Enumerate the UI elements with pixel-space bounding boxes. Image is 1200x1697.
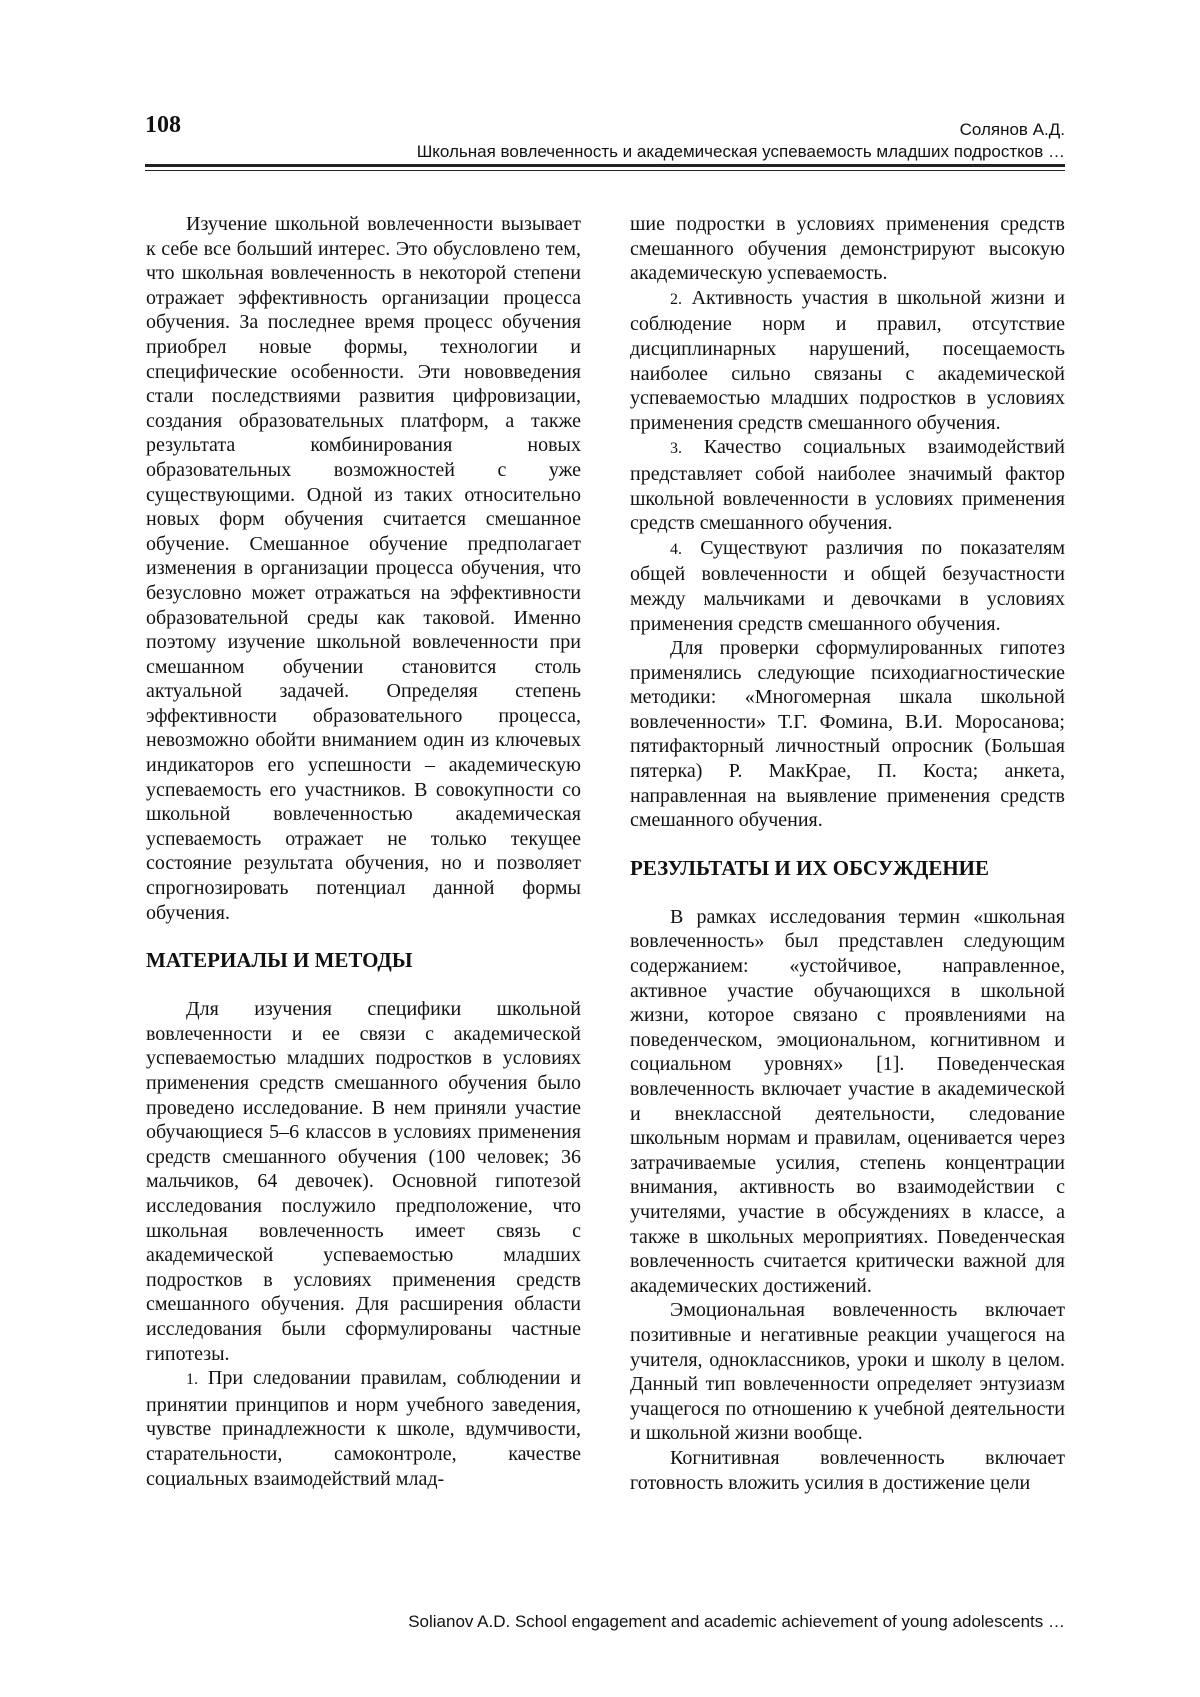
header-article-title: Школьная вовлеченность и академическая успеваемость младших подростков … bbox=[416, 142, 1065, 161]
hypothesis-3-number: 3. bbox=[670, 440, 682, 458]
methods-tools-paragraph: Для проверки сформулированных гипотез применялись следующие психодиагностические методики: «Многомерная шкала школьной вовлеченности» Т.Г. Фомина, В.И. Моросанова; пятифакторный личностный опросник (Большая пятерка) Р. МакКрае, П. Коста; анкета, направленная на выявление применения средств смешанного обучения. bbox=[630, 637, 1065, 832]
header-rule-thick bbox=[145, 164, 1065, 167]
intro-paragraph: Изучение школьной вовлеченности вызывает к себе все больший интерес. Это обусловлено тем, что школьная вовлеченность в некоторой степени отражает эффективность организации процесса обучения. За последнее время процесс обучения приобрел новые формы, технологии и специфические особенности. Эти нововведения стали последствиями развития цифровизации, создания образовательных платформ, а также результата комбинирования новых образовательных возможностей с уже существующими. Одной из таких относительно новых форм обучения считается смешанное обучение. Смешанное обучение предполагает изменения в организации процесса обучения, что безусловно может отражаться на эффективности образовательной среды как таковой. Именно поэтому изучение школьной вовлеченности при смешанном обучении становится столь актуальной задачей. Определяя степень эффективности образовательного процесса, невозможно обойти вниманием один из ключевых индикаторов его успешности – академическую успеваемость его участников. В совокупности со школьной вовлеченностью академическая успеваемость отражает не только текущее состояние результата обучения, но и позволяет спрогнозировать потенциал данной формы обучения. bbox=[146, 213, 581, 924]
methods-heading: МАТЕРИАЛЫ И МЕТОДЫ bbox=[146, 948, 413, 973]
hypothesis-1-text: При следовании правилам, соблюдении и принятии принципов и норм учебного заведения, чувстве принадлежности к школе, вдумчивости, старательности, самоконтроле, качестве социальных взаимодействий млад- bbox=[146, 1367, 582, 1490]
page-footer: Solianov A.D. School engagement and academic achievement of young adolescents … bbox=[408, 1612, 1065, 1631]
hypothesis-2 bbox=[630, 286, 1065, 436]
hypothesis-3-text: Качество социальных взаимодействий представляет собой наиболее значимый фактор школьной вовлеченности в условиях применения средств смешанного обучения. bbox=[630, 436, 1065, 535]
header-author: Солянов А.Д. bbox=[959, 120, 1065, 139]
results-paragraph-1: В рамках исследования термин «школьная вовлеченность» был представлен следующим содержанием: «устойчивое, направленное, активное участие обучающихся в школьной жизни, которое связано с проявлениями на поведенческом, эмоциональном, когнитивном и социальном уровнях» [1]. Поведенческая вовлеченность включает участие в академической и внеклассной деятельности, следование школьным нормам и правилам, оценивается через затрачиваемые усилия, степень концентрации внимания, активность во взаимодействии с учителями, участие в обсуждениях в классе, а также в школьных мероприятиях. Поведенческая вовлеченность считается критически важной для академических достижений. bbox=[630, 905, 1065, 1297]
hypothesis-4-number: 4. bbox=[670, 540, 682, 558]
results-heading: РЕЗУЛЬТАТЫ И ИХ ОБСУЖДЕНИЕ bbox=[630, 855, 990, 880]
methods-paragraph: Для изучения специфики школьной вовлеченности и ее связи с академической успеваемостью младших подростков в условиях применения средств смешанного обучения было проведено исследование. В нем приняли участие обучающиеся 5–6 классов в условиях применения средств смешанного обучения (100 человек; 36 мальчиков, 64 девочек). Основной гипотезой исследования послужило предположение, что школьная вовлеченность имеет связь с академической успеваемостью младших подростков в условиях применения средств смешанного обучения. Для расширения области исследования были сформулированы частные гипотезы. bbox=[146, 998, 581, 1365]
hypothesis-2-number: 2. bbox=[670, 290, 682, 308]
hypothesis-4-text: Существуют различия по показателям общей вовлеченности и общей безучастности между мальчиками и девочками в условиях применения средств смешанного обучения. bbox=[630, 536, 1065, 635]
header-rule-thin bbox=[145, 170, 1065, 171]
hypothesis-1-number: 1. bbox=[186, 1371, 198, 1389]
right-column bbox=[630, 212, 1065, 1495]
results-paragraph-3: Когнитивная вовлеченность включает готовность вложить усилия в достижение цели bbox=[630, 1446, 1065, 1494]
hypothesis-1 bbox=[146, 1366, 581, 1491]
hypothesis-1-continued: шие подростки в условиях применения средств смешанного обучения демонстрируют высокую академическую успеваемость. bbox=[630, 213, 1065, 285]
results-paragraph-2: Эмоциональная вовлеченность включает позитивные и негативные реакции учащегося на учителя, одноклассников, уроки и школу в целом. Данный тип вовлеченности определяет энтузиазм учащегося по отношению к учебной деятельности и школьной жизни вообще. bbox=[630, 1299, 1065, 1445]
hypothesis-3 bbox=[630, 435, 1065, 535]
page-number: 108 bbox=[145, 112, 181, 138]
hypothesis-2-text: Активность участия в школьной жизни и соблюдение норм и правил, отсутствие дисциплинарных нарушений, посещаемость наиболее сильно связаны с академической успеваемостью младших подростков в условиях применения средств смешанного обучения. bbox=[630, 286, 1066, 434]
left-column bbox=[146, 212, 581, 1491]
hypothesis-4 bbox=[630, 536, 1065, 636]
page-header bbox=[145, 108, 1065, 172]
